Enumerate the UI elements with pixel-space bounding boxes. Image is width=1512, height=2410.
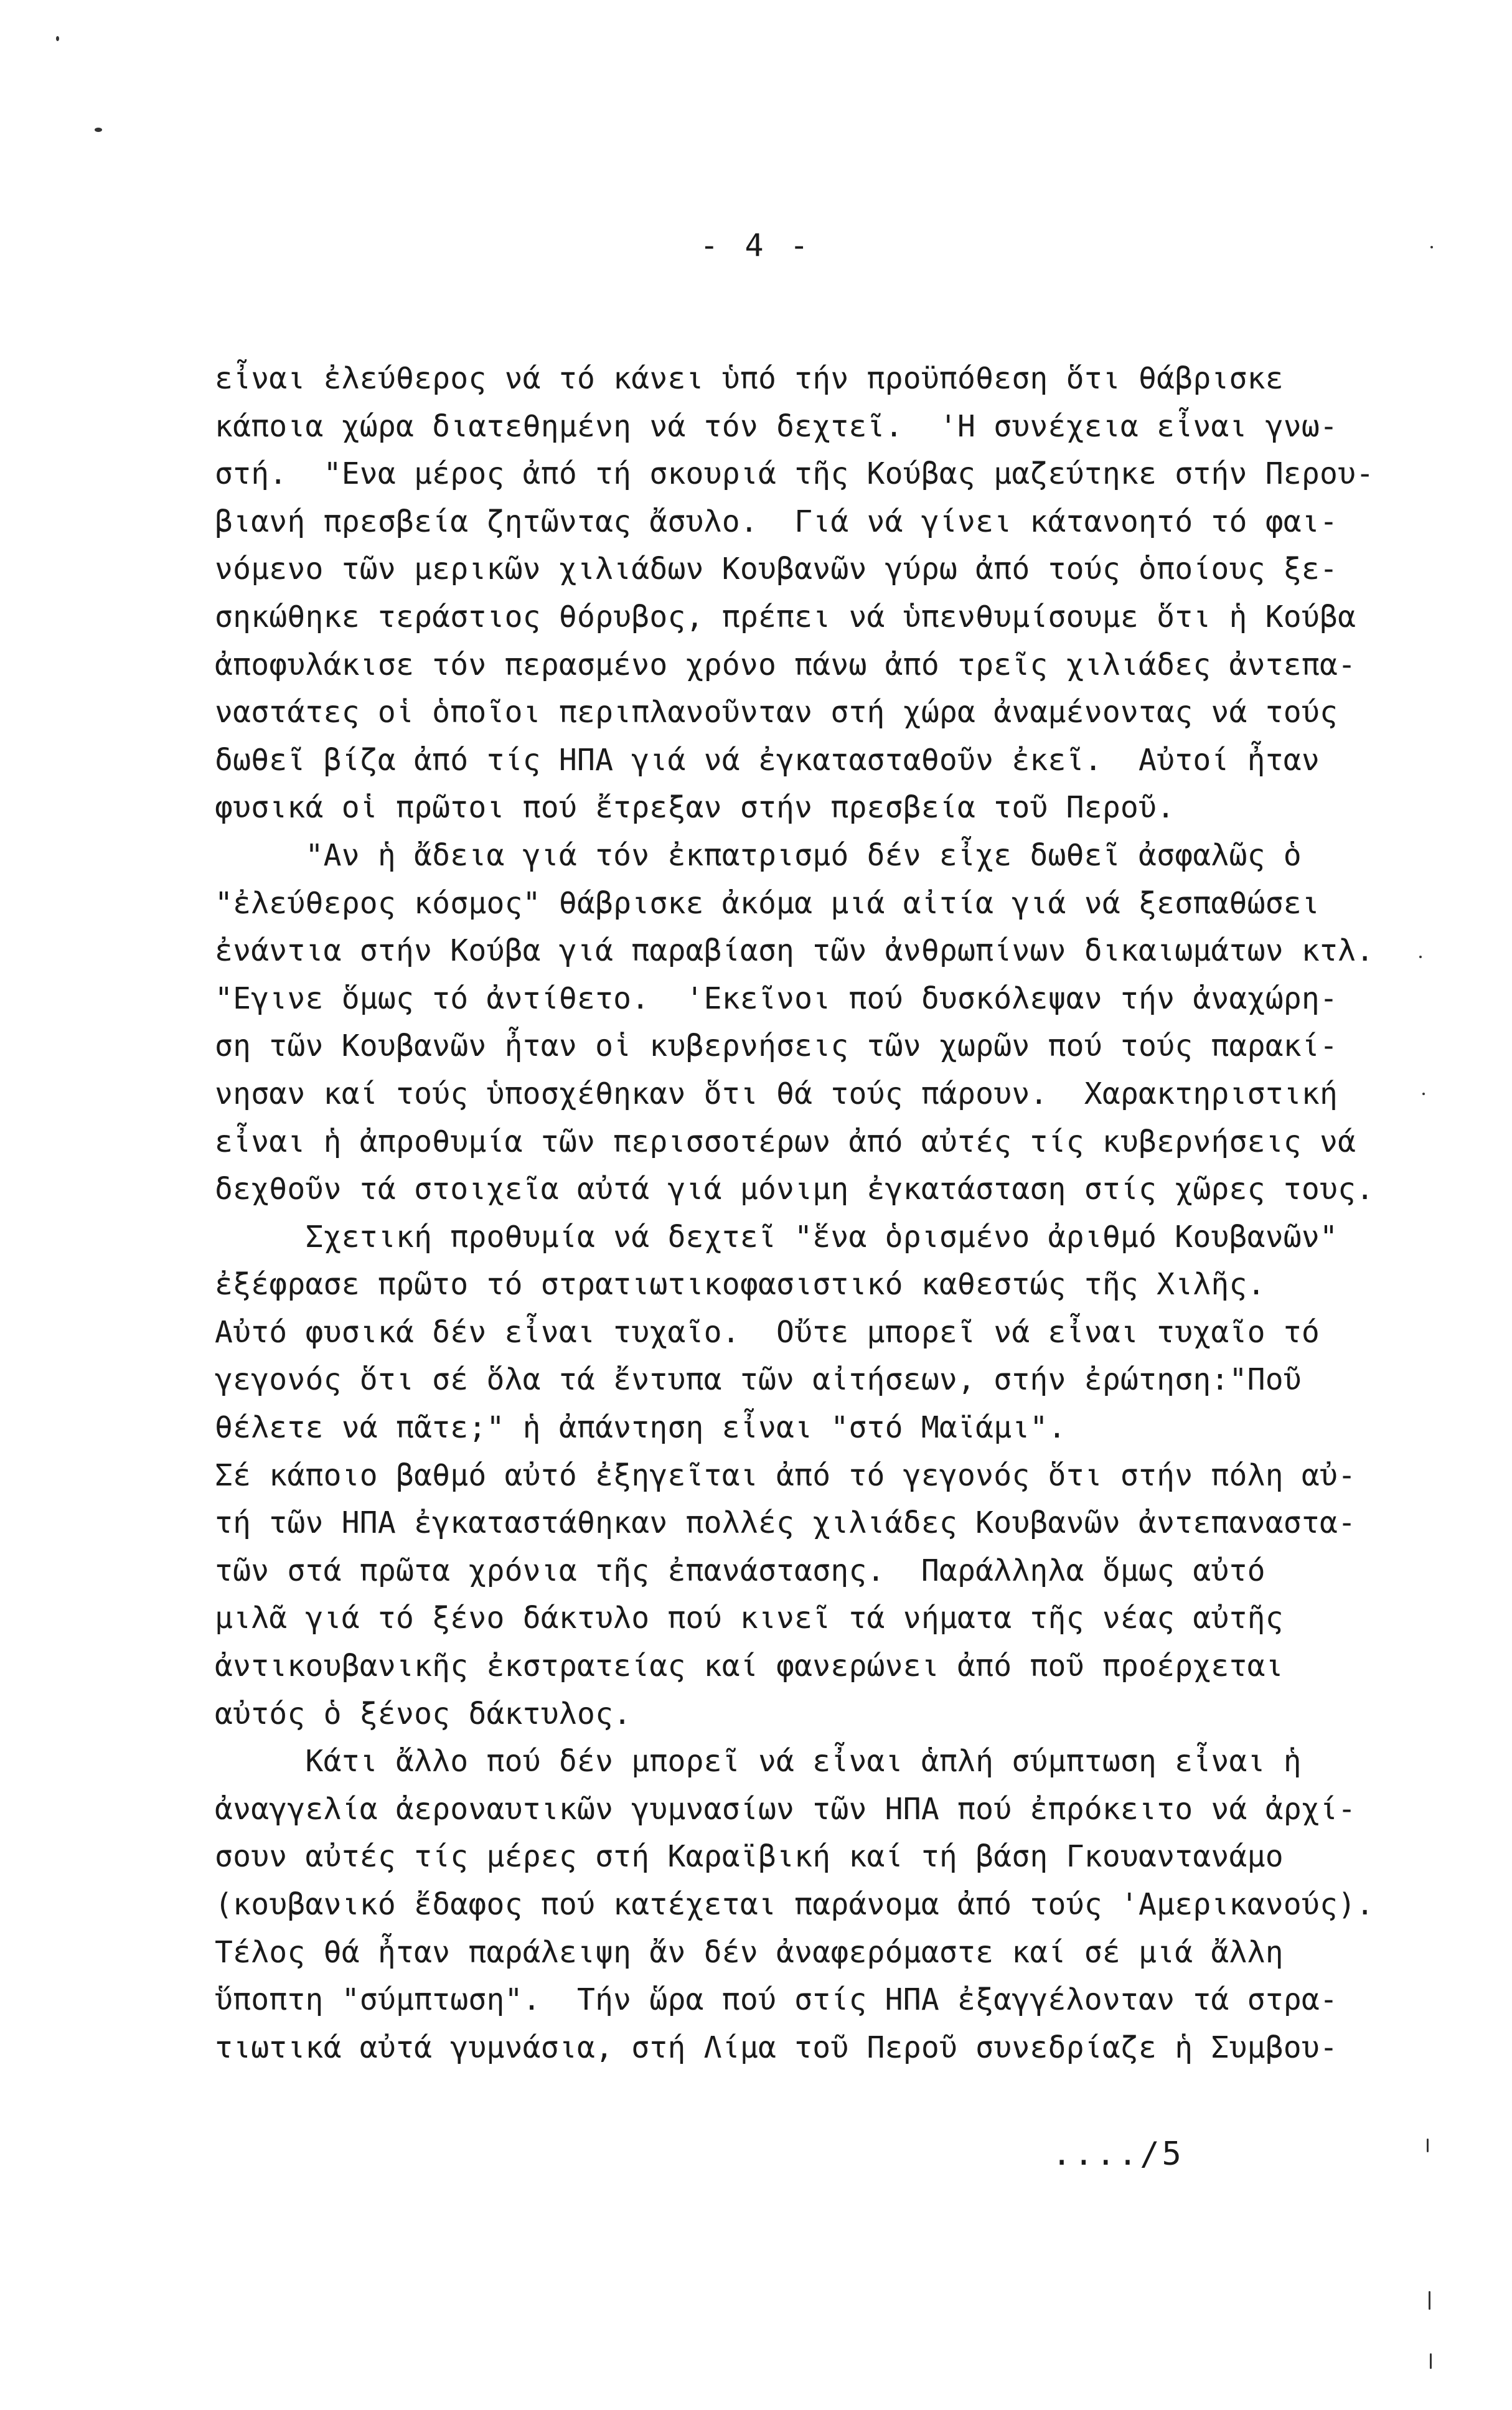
text-line: "Αν ἡ ἄδεια γιά τόν ἐκπατρισμό δέν εἶχε δωθεῖ ἀσφαλῶς ὁ (215, 837, 1302, 873)
text-line: ἐξέφρασε πρῶτο τό στρατιωτικοφασιστικό καθεστώς τῆς Χιλῆς. (215, 1267, 1265, 1302)
scan-speck (95, 128, 102, 132)
text-line: εἶναι ἐλεύθερος νά τό κάνει ὑπό τήν προϋπόθεση ὅτι θάβρισκε (215, 361, 1284, 396)
page-number: - 4 - (700, 227, 812, 263)
scan-speck (1429, 2291, 1430, 2310)
text-line: νόμενο τῶν μερικῶν χιλιάδων Κουβανῶν γύρω ἀπό τούς ὁποίους ξε- (215, 552, 1338, 587)
scan-speck (1430, 2353, 1432, 2369)
scan-speck (1430, 246, 1433, 248)
text-line: φυσικά οἱ πρῶτοι πού ἔτρεξαν στήν πρεσβεία τοῦ Περοῦ. (215, 790, 1175, 826)
text-line: ἀναγγελία ἀεροναυτικῶν γυμνασίων τῶν ΗΠΑ πού ἐπρόκειτο νά ἀρχί- (215, 1791, 1356, 1827)
text-line: ὕποπτη "σύμπτωση". Τήν ὥρα πού στίς ΗΠΑ ἐξαγγέλονταν τά στρα- (215, 1982, 1338, 2018)
text-line: δεχθοῦν τά στοιχεῖα αὐτά γιά μόνιμη ἐγκατάσταση στίς χῶρες τους. (215, 1172, 1374, 1207)
text-line: σουν αὐτές τίς μέρες στή Καραϊβική καί τή βάση Γκουαντανάμο (215, 1839, 1284, 1875)
text-line: δωθεῖ βίζα ἀπό τίς ΗΠΑ γιά νά ἐγκατασταθοῦν ἐκεῖ. Αὐτοί ἦταν (215, 742, 1320, 778)
text-line: εἶναι ἡ ἀπροθυμία τῶν περισσοτέρων ἀπό αὐτές τίς κυβερνήσεις νά (215, 1124, 1356, 1159)
text-line: ναστάτες οἱ ὁποῖοι περιπλανοῦνταν στή χώρα ἀναμένοντας νά τούς (215, 695, 1338, 730)
text-line: αὐτός ὁ ξένος δάκτυλος. (215, 1696, 632, 1731)
scan-speck (1419, 956, 1422, 958)
text-line: ἐνάντια στήν Κούβα γιά παραβίαση τῶν ἀνθρωπίνων δικαιωμάτων κτλ. (215, 933, 1374, 969)
text-line: "ἐλεύθερος κόσμος" θάβρισκε ἀκόμα μιά αἰτία γιά νά ξεσπαθώσει (215, 885, 1320, 921)
text-line: Σέ κάποιο βαθμό αὐτό ἐξηγεῖται ἀπό τό γεγονός ὅτι στήν πόλη αὐ- (215, 1457, 1356, 1493)
scan-speck (1427, 2139, 1429, 2152)
text-line: γεγονός ὅτι σέ ὅλα τά ἔντυπα τῶν αἰτήσεων, στήν ἐρώτηση:"Ποῦ (215, 1362, 1302, 1398)
text-line: θέλετε νά πᾶτε;" ἡ ἀπάντηση εἶναι "στό Μαϊάμι". (215, 1410, 1066, 1446)
scan-speck (1422, 1093, 1425, 1095)
scan-speck (56, 36, 59, 41)
text-line: σηκώθηκε τεράστιος θόρυβος, πρέπει νά ὑπενθυμίσουμε ὅτι ἡ Κούβα (215, 599, 1356, 634)
text-line: βιανή πρεσβεία ζητῶντας ἄσυλο. Γιά νά γίνει κάτανοητό τό φαι- (215, 504, 1338, 539)
text-line: ση τῶν Κουβανῶν ἦταν οἱ κυβερνήσεις τῶν χωρῶν πού τούς παρακί- (215, 1028, 1338, 1064)
document-body (215, 355, 1435, 2071)
continuation-marker: ..../5 (1052, 2135, 1184, 2173)
text-line: (κουβανικό ἔδαφος πού κατέχεται παράνομα ἀπό τούς 'Αμερικανούς). (215, 1887, 1374, 1922)
text-line: μιλᾶ γιά τό ξένο δάκτυλο πού κινεῖ τά νήματα τῆς νέας αὐτῆς (215, 1601, 1284, 1636)
text-line: Κάτι ἄλλο πού δέν μπορεῖ νά εἶναι ἁπλή σύμπτωση εἶναι ἡ (215, 1744, 1302, 1779)
text-line: κάποια χώρα διατεθημένη νά τόν δεχτεῖ. 'Η συνέχεια εἶναι γνω- (215, 408, 1338, 444)
text-line: τῶν στά πρῶτα χρόνια τῆς ἐπανάστασης. Παράλληλα ὅμως αὐτό (215, 1553, 1265, 1588)
text-line: νησαν καί τούς ὑποσχέθηκαν ὅτι θά τούς πάρουν. Χαρακτηριστική (215, 1076, 1338, 1111)
text-line: στή. "Ενα μέρος ἀπό τή σκουριά τῆς Κούβας μαζεύτηκε στήν Περου- (215, 456, 1374, 492)
text-line: "Εγινε ὅμως τό ἀντίθετο. 'Εκεῖνοι πού δυσκόλεψαν τήν ἀναχώρη- (215, 981, 1338, 1016)
text-line: τιωτικά αὐτά γυμνάσια, στή Λίμα τοῦ Περοῦ συνεδρίαζε ἡ Συμβου- (215, 2030, 1338, 2065)
text-line: Αὐτό φυσικά δέν εἶναι τυχαῖο. Οὔτε μπορεῖ νά εἶναι τυχαῖο τό (215, 1314, 1320, 1350)
text-line: τή τῶν ΗΠΑ ἐγκαταστάθηκαν πολλές χιλιάδες Κουβανῶν ἀντεπαναστα- (215, 1505, 1356, 1541)
text-line: ἀντικουβανικῆς ἐκστρατείας καί φανερώνει ἀπό ποῦ προέρχεται (215, 1649, 1284, 1684)
text-line: Τέλος θά ἦταν παράλειψη ἄν δέν ἀναφερόμαστε καί σέ μιά ἄλλη (215, 1934, 1284, 1970)
text-line: Σχετική προθυμία νά δεχτεῖ "ἕνα ὁρισμένο ἀριθμό Κουβανῶν" (215, 1219, 1338, 1254)
text-line: ἀποφυλάκισε τόν περασμένο χρόνο πάνω ἀπό τρεῖς χιλιάδες ἀντεπα- (215, 647, 1356, 682)
